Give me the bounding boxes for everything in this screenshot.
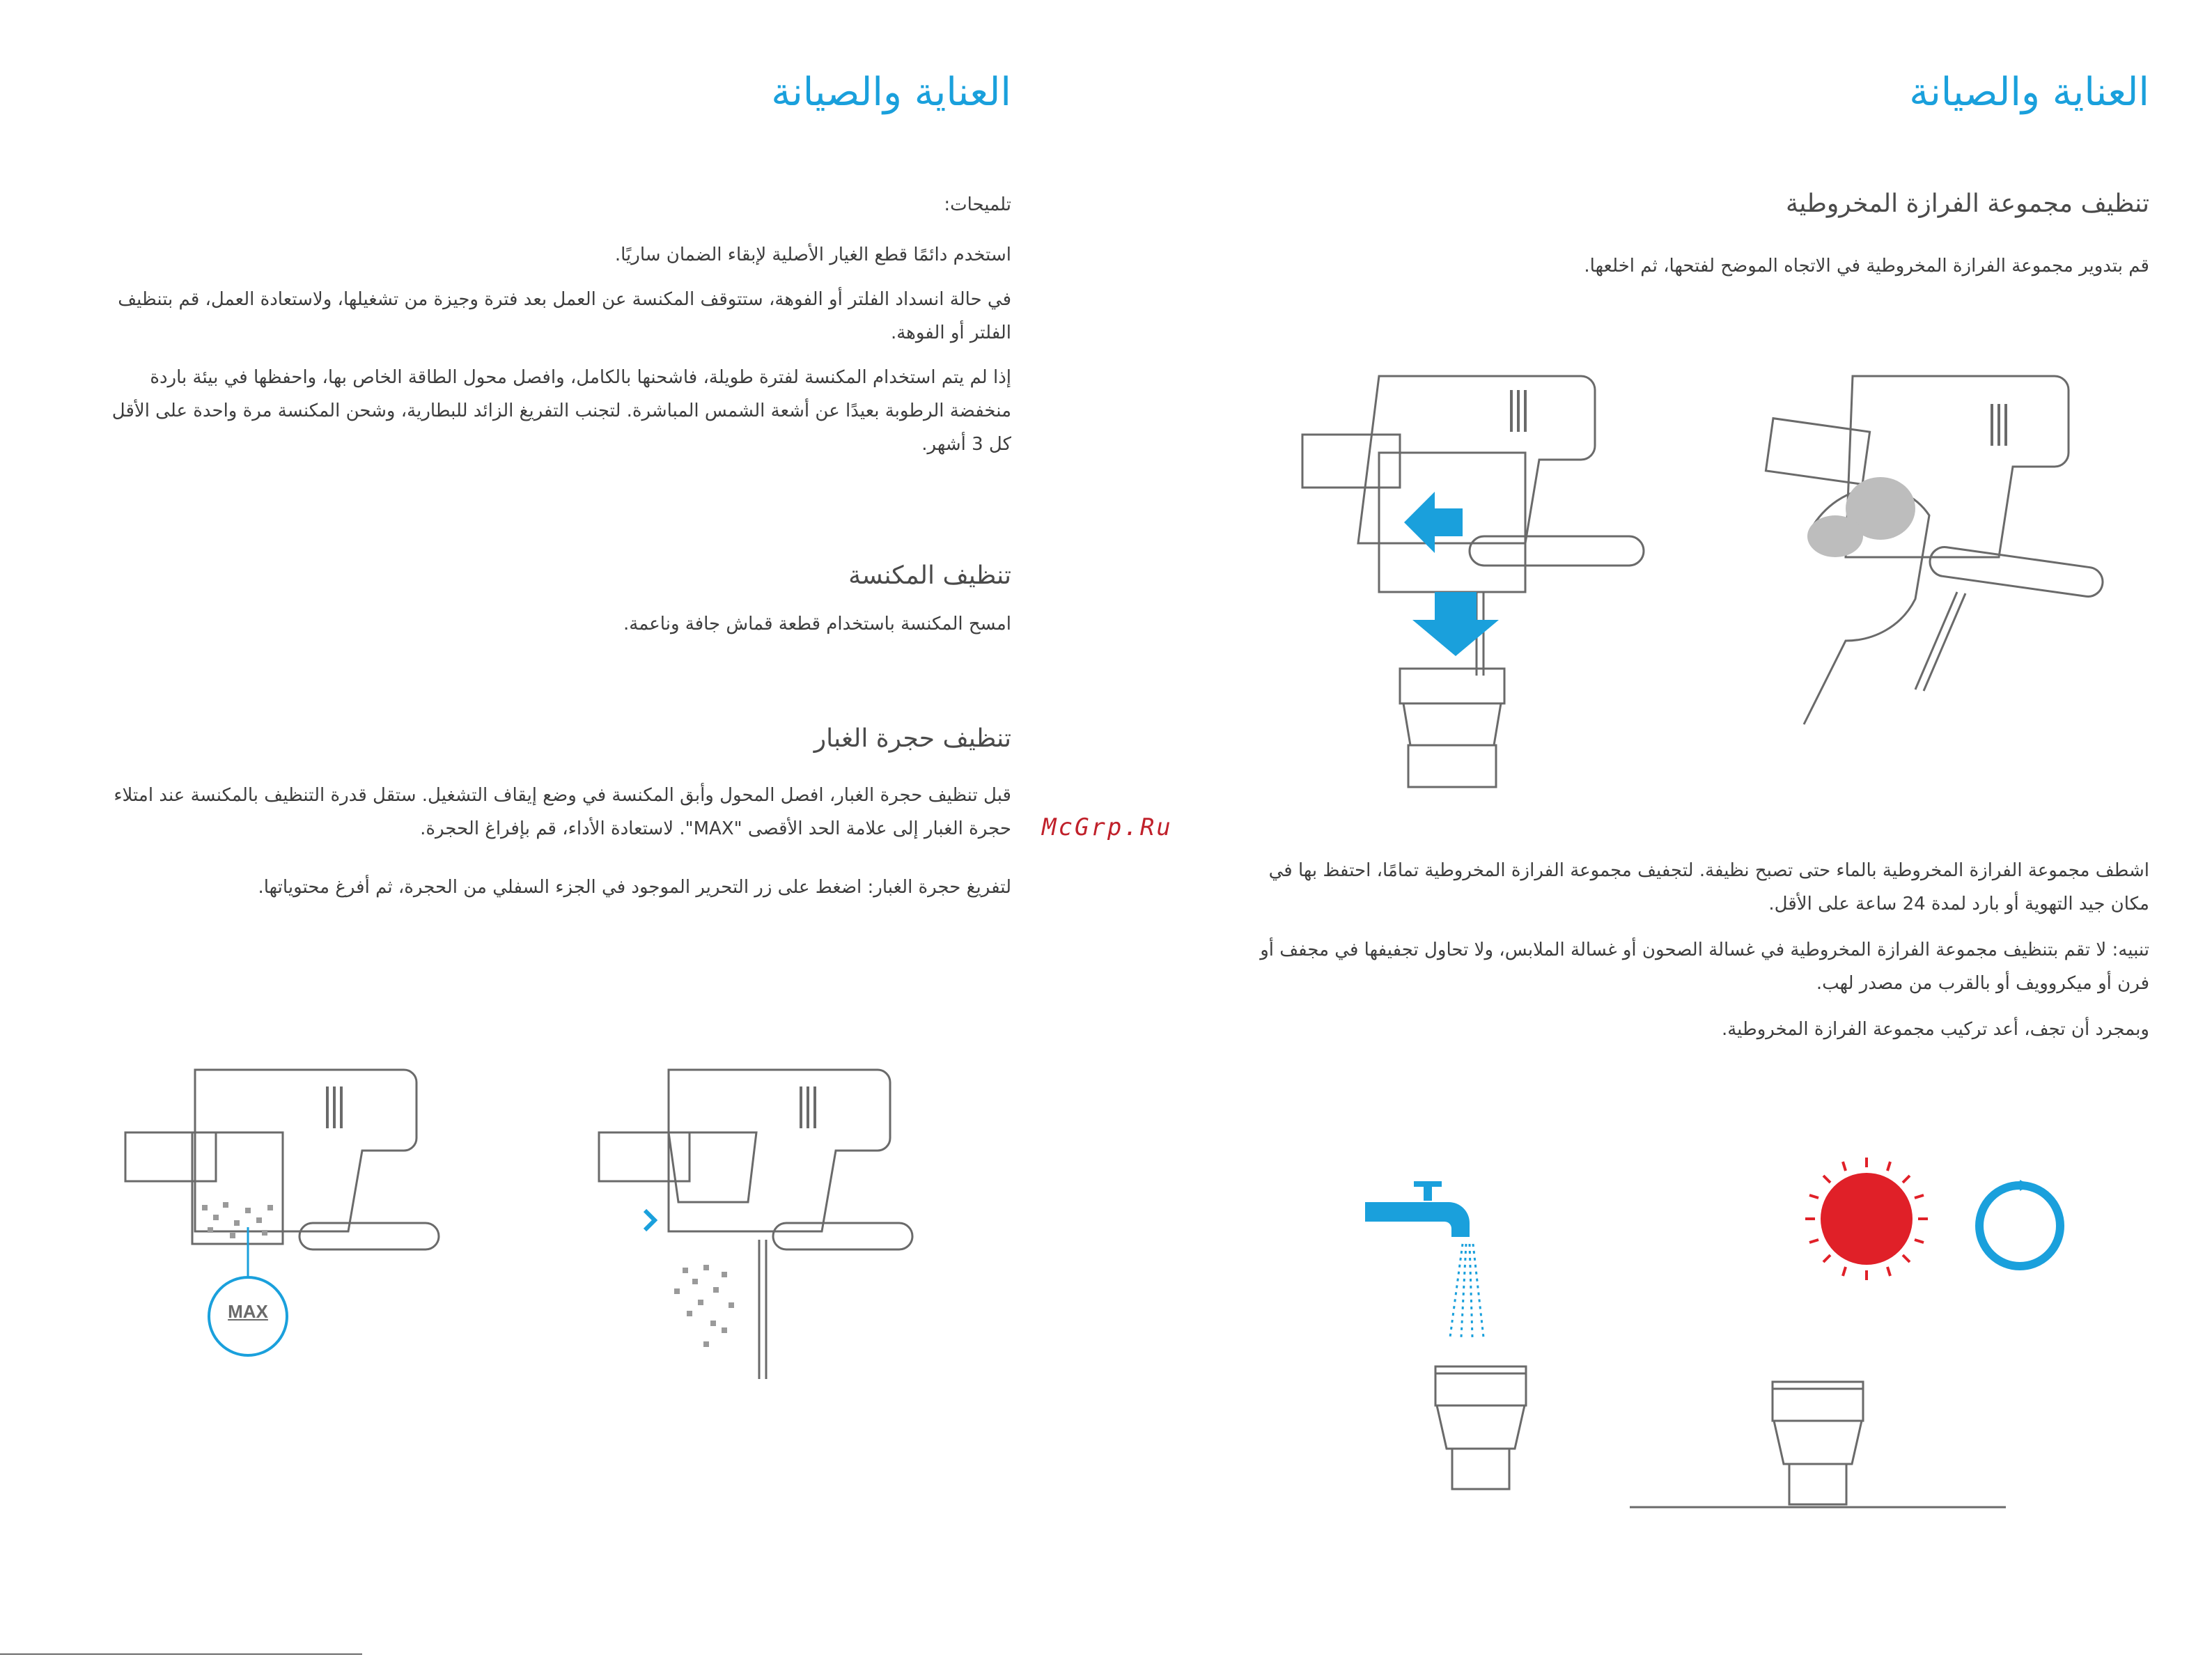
vacuum-cleaning-text: امسح المكنسة باستخدام قطعة قماش جافة وناعمة. bbox=[623, 614, 1011, 634]
tip-original-parts: استخدم دائمًا قطع الغيار الأصلية لإبقاء الضمان ساريًا. bbox=[614, 244, 1011, 265]
vacuum-wiping-illustration bbox=[1769, 362, 2131, 690]
tip-long-storage: إذا لم يتم استخدام المكنسة لفترة طويلة، فاشحنها بالكامل، وافصل محول الطاقة الخاص بها، واحفظها في بيئة باردة منخفضة الرطوبة بعيدًا عن أشعة الشمس المباشرة. لتجنب التفريغ الزائد للبطارية، وشحن المكنسة مرة واحدة على الأقل كل 3 أشهر. bbox=[111, 367, 1011, 455]
cyclone-cleaning-heading: تنظيف مجموعة الفرازة المخروطية bbox=[1786, 189, 2149, 218]
dust-bin-heading: تنظيف حجرة الغبار bbox=[813, 724, 1011, 753]
cyclone-part-washing bbox=[1431, 1364, 1536, 1496]
dust-bin-full-illustration bbox=[125, 1066, 460, 1365]
tips-heading: تلميحات: bbox=[944, 194, 1011, 215]
cyclone-part-drying bbox=[1630, 1379, 2020, 1511]
dust-bin-text: قبل تنظيف حجرة الغبار، افصل المحول وأبق المكنسة في وضع إيقاف التشغيل. ستقل قدرة التنظيف بالمكنسة عند امتلاء حجرة الغبار إلى علامة الحد الأقصى "MAX". لاستعادة الأداء، قم بإفراغ الحجرة. bbox=[114, 785, 1011, 839]
max-label: MAX bbox=[228, 1301, 268, 1322]
wash-paragraph: اشطف مجموعة الفرازة المخروطية بالماء حتى تصبح نظيفة. لتجفيف مجموعة الفرازة المخروطية تمامًا، احتفظ بها في مكان جيد التهوية أو بارد لمدة 24 ساعة على الأقل. bbox=[1268, 860, 2149, 914]
dust-bin-empty-text: لتفريغ حجرة الغبار: اضغط على زر التحرير الموجود في الجزء السفلي من الحجرة، ثم أفرغ محتوياتها. bbox=[258, 877, 1011, 898]
footer-divider bbox=[0, 1653, 362, 1655]
caution-paragraph: تنبيه: لا تقم بتنظيف مجموعة الفرازة المخروطية في غسالة الصحون أو غسالة الملابس، ولا تحاول تجفيفها في مجفف أو فرن أو ميكروويف أو بالقرب من مصدر لهب. bbox=[1260, 940, 2149, 994]
dry-cycle-icon bbox=[1971, 1177, 2069, 1275]
vacuum-remove-cyclone-illustration bbox=[1302, 362, 1665, 794]
left-page-title: العناية والصيانة bbox=[771, 70, 1011, 115]
tip-clogged-filter: في حالة انسداد الفلتر أو الفوهة، ستتوقف المكنسة عن العمل بعد فترة وجيزة من تشغيلها، ولاستعادة العمل، قم بتنظيف الفلتر أو الفوهة. bbox=[118, 289, 1011, 343]
right-page-title: العناية والصيانة bbox=[1909, 70, 2149, 115]
heat-sun-icon bbox=[1804, 1156, 1929, 1282]
cyclone-open-instruction: قم بتدوير مجموعة الفرازة المخروطية في الاتجاه الموضح لفتحها، ثم اخلعها. bbox=[1584, 256, 2149, 276]
vacuum-cleaning-heading: تنظيف المكنسة bbox=[848, 561, 1011, 590]
watermark: McGrp.Ru bbox=[1042, 813, 1173, 841]
dust-bin-empty-illustration bbox=[599, 1066, 933, 1365]
reassemble-paragraph: وبمجرد أن تجف، أعد تركيب مجموعة الفرازة المخروطية. bbox=[1721, 1019, 2149, 1040]
water-faucet-icon bbox=[1365, 1177, 1518, 1344]
